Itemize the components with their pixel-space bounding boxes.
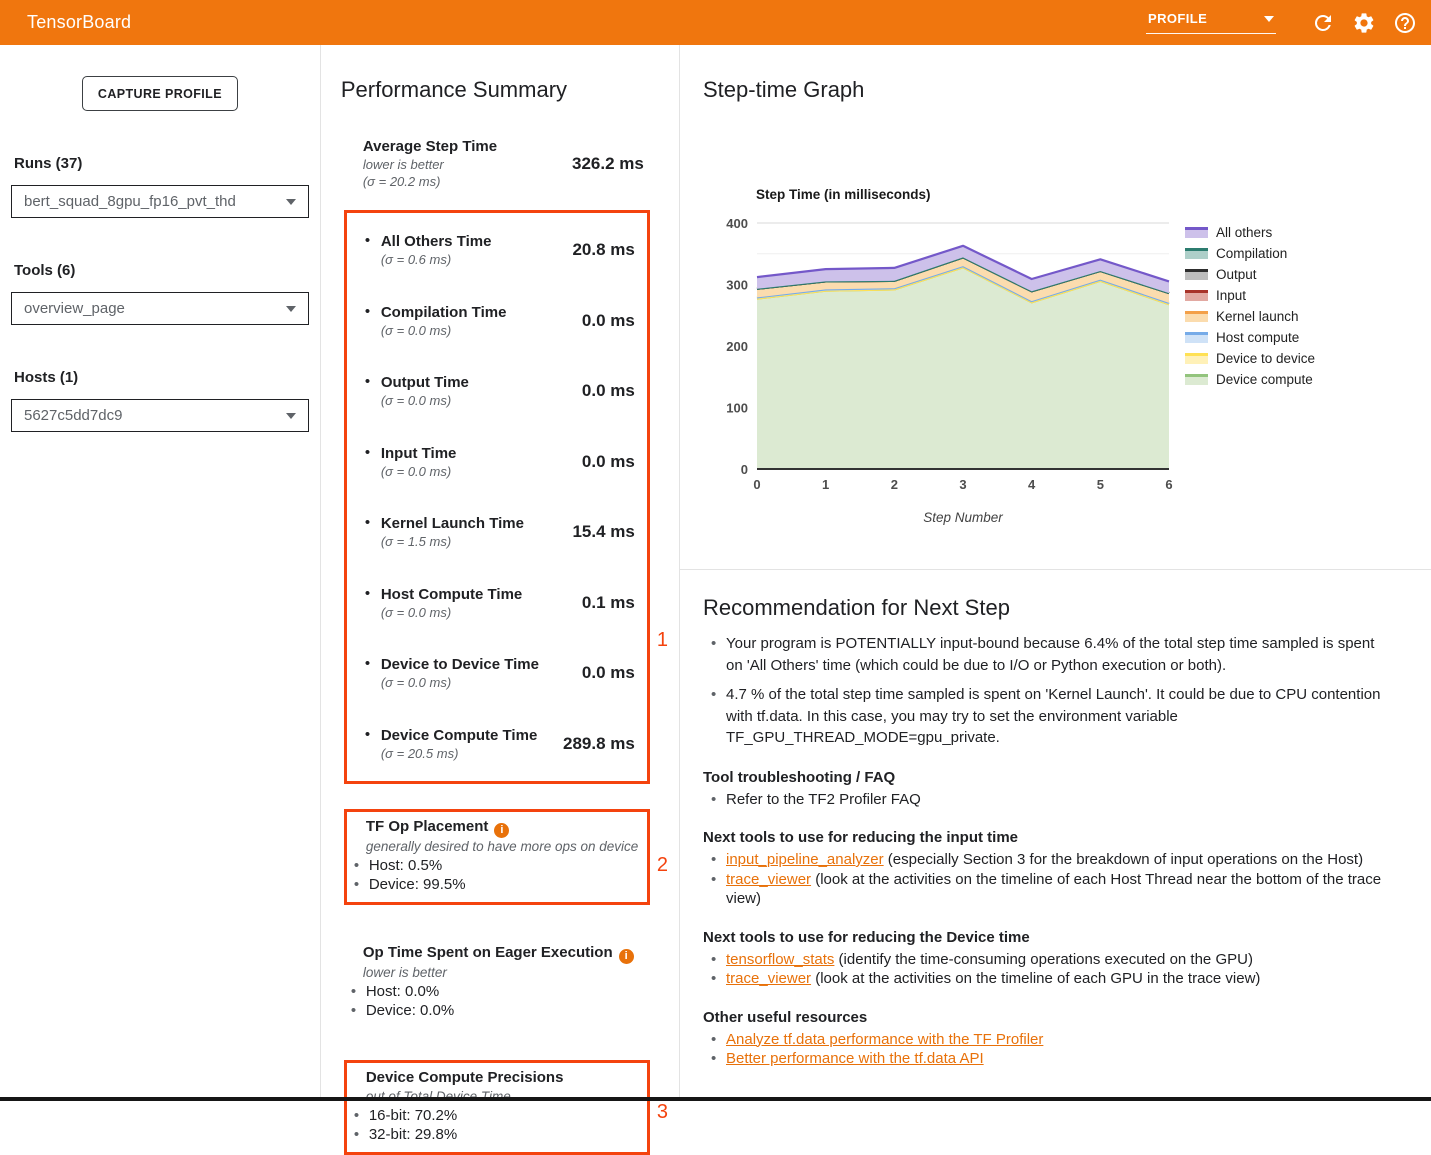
right-panel <box>680 45 1431 1097</box>
metric-row <box>347 568 647 639</box>
legend-label: Device to device <box>1216 351 1316 366</box>
chevron-down-icon <box>286 413 296 419</box>
list-item-text: Refer to the TF2 Profiler FAQ <box>726 790 921 808</box>
metric-value: 0.0 ms <box>581 451 635 471</box>
app-header <box>0 0 1431 45</box>
refresh-icon <box>1311 11 1335 35</box>
tools-group <box>14 262 309 325</box>
list-item <box>703 969 1413 989</box>
legend-swatch-icon <box>1185 353 1208 364</box>
chevron-down-icon <box>286 199 296 205</box>
list-item <box>703 790 1413 810</box>
list-item: • Host: 0.5% <box>352 856 639 875</box>
metric-sigma: (σ = 0.0 ms) <box>380 393 452 409</box>
sidebar <box>0 45 321 1097</box>
svg-text:6: 6 <box>1165 477 1173 492</box>
metric-value: 326.2 ms <box>572 153 644 173</box>
recommendation-section-heading: Other useful resources <box>703 1008 868 1026</box>
metric-name: • Kernel Launch Time <box>380 515 524 533</box>
list-item-text: (look at the activities on the timeline of each Host Thread near the bottom of the trace view) <box>726 870 1382 907</box>
metric-value: 0.0 ms <box>581 310 635 330</box>
dashboard-selector-value: PROFILE <box>1148 11 1208 26</box>
tf-op-placement-title: TF Op Placement i <box>352 817 639 838</box>
recommendation-bullets <box>703 633 1413 749</box>
legend-item <box>1185 264 1315 285</box>
runs-group <box>14 155 309 218</box>
recommendation-panel <box>680 570 1431 1069</box>
metric-name: • Output Time <box>380 374 469 392</box>
list-item-text: (look at the activities on the timeline of each GPU in the trace view) <box>811 970 1261 987</box>
recommendation-bullet: • Your program is POTENTIALLY input-bound because 6.4% of the total step time sampled is spent on 'All Others' time (which could be due to I/O or Python execution or both). <box>703 633 1393 676</box>
svg-text:Step Number: Step Number <box>923 510 1003 525</box>
legend-swatch-icon <box>1185 374 1208 385</box>
metric-value: 0.1 ms <box>581 592 635 612</box>
annotation-box-3 <box>344 1060 668 1155</box>
legend-item <box>1185 222 1315 243</box>
legend-item <box>1185 327 1315 348</box>
metric-value: 20.8 ms <box>572 240 635 260</box>
legend-swatch-icon <box>1185 269 1208 280</box>
svg-text:300: 300 <box>726 277 748 293</box>
svg-text:2: 2 <box>890 477 898 492</box>
step-time-chart <box>680 177 1406 570</box>
header-actions <box>1146 11 1417 35</box>
metric-row <box>347 286 647 357</box>
eager-execution-block <box>341 935 679 1031</box>
tools-select-value: overview_page <box>24 300 125 317</box>
chevron-down-icon <box>286 306 296 312</box>
runs-select[interactable] <box>11 185 309 218</box>
eager-execution-note: lower is better <box>362 965 447 980</box>
legend-swatch-icon <box>1185 332 1208 343</box>
recommendation-link[interactable]: trace_viewer <box>726 870 812 888</box>
metric-name: • All Others Time <box>380 233 492 251</box>
refresh-button[interactable] <box>1311 11 1335 35</box>
step-time-graph-panel <box>680 77 1431 570</box>
device-precisions-title: Device Compute Precisions <box>365 1069 564 1086</box>
legend-label: Device compute <box>1216 372 1313 387</box>
metric-name: • Host Compute Time <box>380 585 523 603</box>
legend-item <box>1185 285 1315 306</box>
bottom-edge-divider <box>0 1097 1431 1101</box>
list-item-text: (identify the time-consuming operations executed on the GPU) <box>834 950 1253 968</box>
metric-row <box>347 215 647 286</box>
metric-row <box>347 497 647 568</box>
settings-button[interactable] <box>1352 11 1376 35</box>
list-item-text: (especially Section 3 for the breakdown of input operations on the Host) <box>883 851 1364 868</box>
metric-value: 289.8 ms <box>563 733 635 753</box>
metric-sigma: (σ = 1.5 ms) <box>380 534 452 550</box>
main-content <box>0 45 1431 1143</box>
list-item: • 32-bit: 29.8% <box>352 1125 639 1144</box>
list-item <box>703 1049 1413 1069</box>
legend-label: Kernel launch <box>1216 309 1299 324</box>
metric-name: • Device to Device Time <box>380 656 539 674</box>
eager-execution-title: Op Time Spent on Eager Execution i <box>349 943 668 964</box>
info-icon[interactable]: i <box>619 949 634 964</box>
metric-sigma: (σ = 0.0 ms) <box>380 322 452 338</box>
legend-label: Output <box>1216 267 1257 282</box>
legend-item <box>1185 369 1315 390</box>
list-item: • 16-bit: 70.2% <box>352 1106 639 1125</box>
gear-icon <box>1352 11 1376 35</box>
svg-text:5: 5 <box>1096 477 1104 492</box>
list-item <box>703 950 1413 970</box>
metric-value: 15.4 ms <box>572 522 635 542</box>
legend-label: All others <box>1216 225 1273 240</box>
legend-item <box>1185 243 1315 264</box>
legend-label: Input <box>1216 288 1247 303</box>
legend-item <box>1185 348 1315 369</box>
recommendation-link[interactable]: tensorflow_stats <box>726 950 835 968</box>
svg-text:100: 100 <box>726 400 748 416</box>
metric-sigma: (σ = 20.5 ms) <box>380 745 459 761</box>
recommendation-link[interactable]: Analyze tf.data performance with the TF Profiler <box>726 1030 1044 1048</box>
svg-text:1: 1 <box>822 477 830 492</box>
recommendation-sections <box>703 768 1413 1069</box>
capture-profile-button[interactable]: CAPTURE PROFILE <box>82 76 238 111</box>
svg-text:0: 0 <box>753 477 761 492</box>
metric-note: lower is better <box>362 157 444 172</box>
metric-name: Average Step Time <box>362 138 498 155</box>
recommendation-title: Recommendation for Next Step <box>703 595 1010 620</box>
list-item: • Device: 0.0% <box>349 1001 668 1020</box>
legend-label: Compilation <box>1216 246 1288 261</box>
metric-row <box>347 709 647 780</box>
legend-swatch-icon <box>1185 290 1208 301</box>
annotation-box-1 <box>344 210 668 784</box>
recommendation-link[interactable]: trace_viewer <box>726 970 812 987</box>
recommendation-link[interactable]: input_pipeline_analyzer <box>726 851 884 868</box>
metric-sigma: (σ = 0.0 ms) <box>380 675 452 691</box>
annotation-number-1: 1 <box>656 629 668 651</box>
svg-text:200: 200 <box>726 339 748 354</box>
legend-swatch-icon <box>1185 227 1208 238</box>
metric-row <box>347 427 647 498</box>
tools-select[interactable] <box>11 292 309 325</box>
annotation-number-2: 2 <box>656 854 668 876</box>
recommendation-section-heading: Tool troubleshooting / FAQ <box>703 768 896 786</box>
tf-op-placement-note: generally desired to have more ops on device <box>365 839 639 854</box>
help-button[interactable] <box>1393 11 1417 35</box>
list-item: • Device: 99.5% <box>352 875 639 894</box>
metric-name: • Device Compute Time <box>380 726 538 744</box>
metric-sigma: (σ = 0.0 ms) <box>380 604 452 620</box>
chevron-down-icon <box>1264 16 1274 22</box>
annotation-box-2 <box>344 809 668 905</box>
list-item <box>703 1030 1413 1050</box>
recommendation-section-heading: Next tools to use for reducing the input time <box>703 829 1019 846</box>
list-item <box>703 850 1413 870</box>
metric-name: • Input Time <box>380 444 457 462</box>
dashboard-selector[interactable] <box>1146 11 1276 34</box>
legend-label: Host compute <box>1216 330 1300 345</box>
hosts-select-value: 5627c5dd7dc9 <box>24 407 123 424</box>
metric-value: 0.0 ms <box>581 663 635 683</box>
help-icon <box>1393 11 1417 35</box>
runs-label: Runs (37) <box>14 155 83 172</box>
hosts-label: Hosts (1) <box>14 369 79 386</box>
legend-item <box>1185 306 1315 327</box>
recommendation-link[interactable]: Better performance with the tf.data API <box>726 1050 984 1067</box>
app-title: TensorBoard <box>27 12 132 32</box>
metric-sigma: (σ = 0.6 ms) <box>380 252 452 268</box>
performance-summary-title: Performance Summary <box>340 77 568 102</box>
tools-label: Tools (6) <box>14 262 76 279</box>
metric-row <box>347 356 647 427</box>
step-time-graph-title: Step-time Graph <box>703 77 865 102</box>
recommendation-section-heading: Next tools to use for reducing the Device time <box>703 928 1030 946</box>
svg-text:4: 4 <box>1028 477 1036 492</box>
svg-text:3: 3 <box>959 477 967 492</box>
recommendation-bullet: • 4.7 % of the total step time sampled is spent on 'Kernel Launch'. It could be due to CPU contention with tf.data. In this case, you may try to set the environment variable TF_GPU_THREAD_MODE=gpu_private. <box>703 684 1393 749</box>
metric-sigma: (σ = 0.0 ms) <box>380 463 452 479</box>
hosts-select[interactable] <box>11 399 309 432</box>
metric-name: • Compilation Time <box>380 303 507 321</box>
chart-legend <box>1185 222 1315 390</box>
runs-select-value: bert_squad_8gpu_fp16_pvt_thd <box>24 193 236 210</box>
svg-text:400: 400 <box>726 216 748 231</box>
legend-swatch-icon <box>1185 248 1208 259</box>
performance-summary-panel <box>321 45 680 1143</box>
metric-row <box>347 638 647 709</box>
info-icon[interactable]: i <box>494 823 509 838</box>
average-step-time-row <box>363 137 644 190</box>
list-item: • Host: 0.0% <box>349 982 668 1001</box>
metric-sigma: (σ = 20.2 ms) <box>362 174 441 189</box>
svg-text:Step Time (in milliseconds): Step Time (in milliseconds) <box>756 187 931 202</box>
metric-value: 0.0 ms <box>581 381 635 401</box>
legend-swatch-icon <box>1185 311 1208 322</box>
list-item <box>703 870 1413 909</box>
annotation-number-3: 3 <box>656 1101 668 1123</box>
svg-text:0: 0 <box>740 462 748 477</box>
hosts-group <box>14 369 309 432</box>
stacked-area-chart <box>680 177 1180 537</box>
